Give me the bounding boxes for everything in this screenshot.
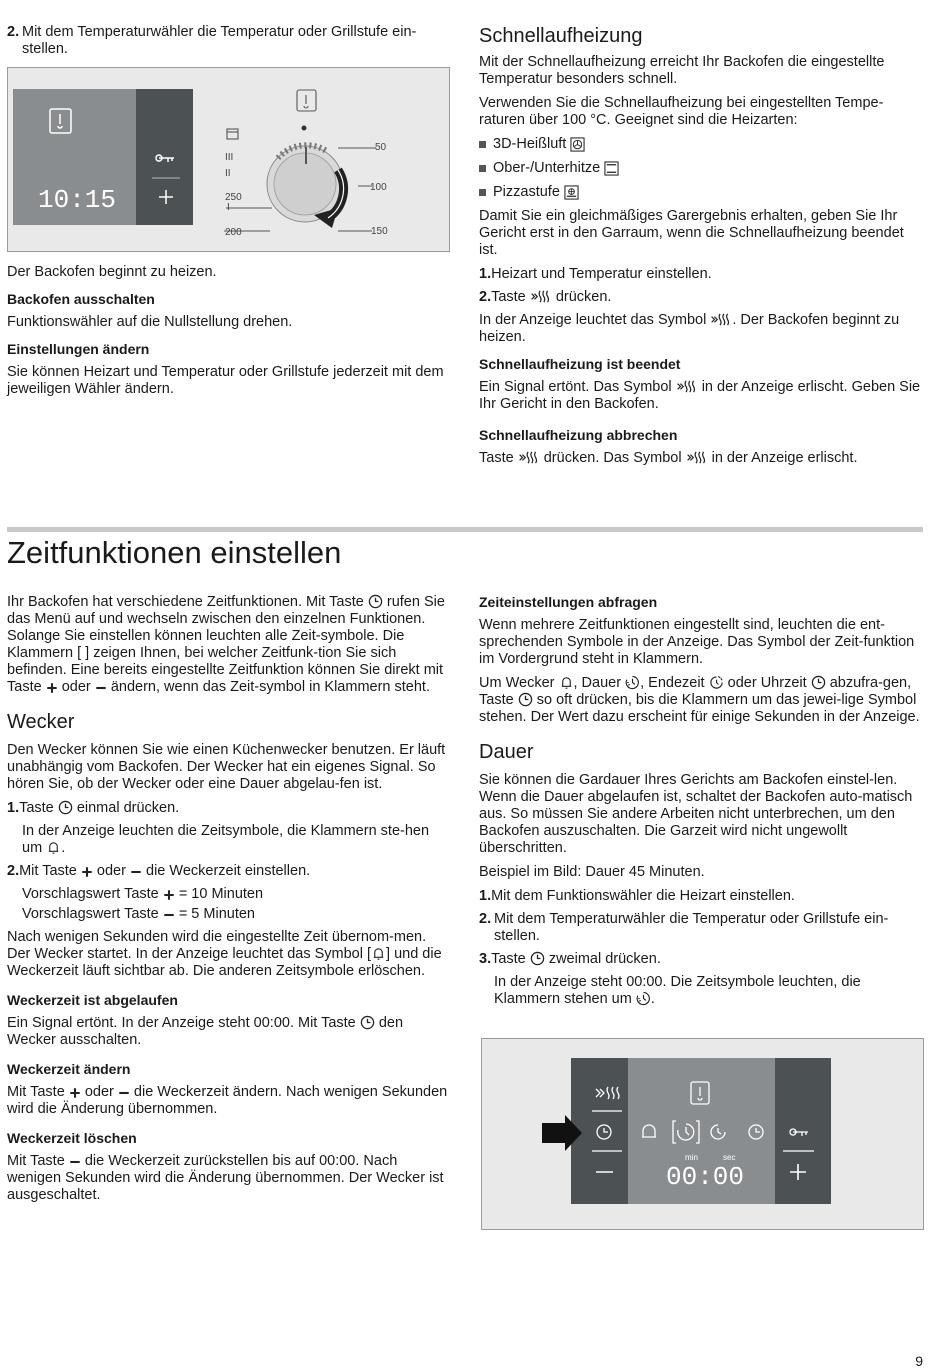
rapid-heat-icon [676, 379, 698, 394]
oven-panel-figure-1 [7, 67, 450, 252]
rapid-heat-icon [530, 289, 552, 304]
3d-hot-air-icon [570, 137, 585, 152]
heading-weckerzeit-abgelaufen: Weckerzeit ist abgelaufen [7, 992, 178, 1008]
dial-label-50: 50 [375, 142, 387, 153]
dial-label-250: 250 [225, 192, 242, 203]
plus-icon [81, 866, 93, 878]
schnell-done-text: Ein Signal ertönt. Das Symbol in der Anzeige erlischt. Geben Sie Ihr Gericht in den Backofen. [479, 379, 921, 412]
clock-icon [58, 800, 73, 815]
wecker-step-1: 1.Taste einmal drücken. [7, 800, 180, 816]
dial-label-150: 150 [371, 226, 388, 237]
bullet-pizzastufe: Pizzastufe [479, 184, 924, 201]
display-time: 00:00 [666, 1162, 745, 1192]
plus-icon [163, 889, 175, 901]
oven-icon [227, 129, 238, 139]
heading-weckerzeit-loeschen: Weckerzeit löschen [7, 1130, 137, 1146]
heading-schnell-beendet: Schnellaufheizung ist beendet [479, 356, 681, 372]
dauer-step-1: 1.Mit dem Funktionswähler die Heizart einstellen. [479, 888, 795, 904]
right-bottom-column [479, 594, 924, 1014]
heats-up-text: Der Backofen beginnt zu heizen. [7, 264, 217, 280]
zeit-intro: Ihr Backofen hat verschiedene Zeitfunktionen. Mit Taste rufen Sie das Menü auf und wechseln zwischen den einzelnen Funktionen. Solange Sie einstellen können leuchten alle Zeit-symbole. Die Klammern [ ] zeigen Ihnen, bei welcher Zeitfunk-tion Sie sich befinden. Eine bereits eingestellte Zeitfunktion können Sie direkt mit Taste oder ändern, wenn das Zeit-symbol in Klammern steht. [7, 594, 445, 695]
schnell-p3: Damit Sie ein gleichmäßiges Garergebnis erhalten, geben Sie Ihr Gericht erst in den Garraum, wenn die Schnellaufheizung beendet ist. [479, 208, 904, 258]
plus-icon [46, 682, 58, 694]
end-time-icon [709, 675, 724, 690]
dauer-step-3: 3.Taste zweimal drücken. [479, 951, 661, 967]
display-time: 10:15 [38, 185, 117, 215]
chg-text: Mit Taste oder die Weckerzeit ändern. Nach wenigen Sekunden wird die Änderung übernommen. [7, 1084, 448, 1117]
top-bottom-heat-icon [604, 161, 619, 176]
dauer-example: Beispiel im Bild: Dauer 45 Minuten. [479, 864, 705, 880]
heading-zeiteinstellungen-abfragen: Zeiteinstellungen abfragen [479, 594, 658, 610]
pizza-setting-icon [564, 185, 579, 200]
schnell-cancel-text: Taste drücken. Das Symbol in der Anzeige erlischt. [479, 450, 858, 466]
oven-panel-figure-2 [481, 1038, 924, 1230]
schnellaufheizung-title: Schnellaufheizung [479, 25, 643, 47]
step-number: 2. [7, 24, 20, 40]
dauer-step-2: 2. Mit dem Temperaturwähler die Temperatur oder Grillstufe ein-stellen. [479, 911, 889, 944]
query-p1: Wenn mehrere Zeitfunktionen eingestellt sind, leuchten die ent-sprechenden Symbole in der Anzeige. Das Symbol der Zeit-funktion im Vordergrund steht in Klammern. [479, 617, 915, 667]
minus-icon [118, 1087, 130, 1099]
dauer-title: Dauer [479, 741, 534, 763]
bell-icon [559, 675, 574, 690]
del-text: Mit Taste die Weckerzeit zurückstellen bis auf 00:00. Nach wenigen Sekunden wird die Änderung übernommen. Der Wecker ist ausgeschaltet. [7, 1153, 444, 1203]
wecker-title: Wecker [7, 711, 75, 733]
minus-icon [130, 866, 142, 878]
section-divider [7, 527, 923, 532]
wecker-step-2: 2.Mit Taste oder die Weckerzeit einstellen. [7, 863, 311, 879]
off-text: Funktionswähler auf die Nullstellung drehen. [7, 314, 293, 330]
vorschlag-plus: Vorschlagswert Taste = 10 Minuten [22, 886, 264, 902]
left-top-text [7, 264, 452, 405]
query-p2: Um Wecker , Dauer , Endezeit oder Uhrzeit abzufra-gen, Taste so oft drücken, bis die Klammern um das jewei-lige Symbol stehen. Der Wert dazu erscheint für einige Sekunden in der Anzeige. [479, 675, 920, 725]
minus-icon [163, 909, 175, 921]
dial-label-III: III [225, 152, 234, 163]
plus-icon [69, 1087, 81, 1099]
dauer-step-3-detail: In der Anzeige steht 00:00. Die Zeitsymbole leuchten, die Klammern stehen um . [494, 974, 861, 1007]
step-text: Mit dem Temperaturwähler die Temperatur oder Grillstufe ein-stellen. [22, 24, 417, 57]
dial-label-200: 200 [225, 227, 242, 238]
duration-icon [625, 675, 640, 690]
rapid-heat-icon [686, 450, 708, 465]
rapid-heat-icon [710, 312, 732, 327]
duration-icon [636, 991, 651, 1006]
schnell-p4: In der Anzeige leuchtet das Symbol . Der Backofen beginnt zu heizen. [479, 312, 900, 345]
bullet-3d-heissluft: 3D-Heißluft [479, 136, 924, 153]
sec-label: sec [723, 1153, 736, 1162]
heading-backofen-ausschalten: Backofen ausschalten [7, 291, 155, 307]
heading-weckerzeit-aendern: Weckerzeit ändern [7, 1061, 131, 1077]
wecker-text: Den Wecker können Sie wie einen Küchenwecker benutzen. Er läuft unabhängig vom Backofen. Der Wecker hat ein eigenes Signal. So hören Sie, ob der Wecker oder eine Dauer abgelau-fen ist. [7, 742, 446, 792]
left-bottom-column [7, 594, 452, 1211]
clock-icon [811, 675, 826, 690]
minus-icon [95, 682, 107, 694]
clock-icon [518, 692, 533, 707]
step-2 [7, 24, 452, 58]
dial-label-II: II [225, 168, 231, 179]
bell-icon [371, 946, 386, 961]
clock-icon [530, 951, 545, 966]
clock-icon [360, 1015, 375, 1030]
clock-icon [368, 594, 383, 609]
minus-icon [69, 1156, 81, 1168]
schnell-p2: Verwenden Sie die Schnellaufheizung bei eingestellten Tempe-raturen über 100 °C. Geeignet sind die Heizarten: [479, 95, 884, 128]
wecker-step-1-detail: In der Anzeige leuchten die Zeitsymbole, die Klammern ste-hen um . [22, 823, 430, 856]
heading-schnell-abbrechen: Schnellaufheizung abbrechen [479, 427, 678, 443]
schnell-step-2: 2.Taste drücken. [479, 289, 612, 305]
bullet-ober-unterhitze: Ober-/Unterhitze [479, 160, 924, 177]
dial-label-I: I [227, 202, 230, 213]
exp-text: Ein Signal ertönt. In der Anzeige steht 00:00. Mit Taste den Wecker ausschalten. [7, 1015, 404, 1048]
min-label: min [685, 1153, 698, 1162]
heading-einstellungen-aendern: Einstellungen ändern [7, 341, 150, 357]
vorschlag-minus: Vorschlagswert Taste = 5 Minuten [22, 906, 255, 922]
left-top-column [7, 24, 452, 64]
page-number: 9 [915, 1353, 923, 1369]
schnell-p1: Mit der Schnellaufheizung erreicht Ihr Backofen die eingestellte Temperatur besonders schnell. [479, 54, 885, 87]
rapid-heat-icon [518, 450, 540, 465]
schnell-step-1: 1.Heizart und Temperatur einstellen. [479, 266, 712, 282]
dial-label-100: 100 [370, 182, 387, 193]
dauer-text: Sie können die Gardauer Ihres Gerichts am Backofen einstel-len. Wenn die Dauer abgelaufen ist, schaltet der Backofen auto-matisch aus. So müssen Sie andere Arbeiten nicht unterbrechen, um den Backofen auszuschalten. Die Garzeit wird nicht ungewollt überschritten. [479, 772, 913, 856]
bell-icon [46, 840, 61, 855]
section-title: Zeitfunktionen einstellen [7, 535, 342, 570]
wecker-after: Nach wenigen Sekunden wird die eingestellte Zeit übernom-men. Der Wecker startet. In der Anzeige leuchtet das Symbol [ ] und die Weckerzeit läuft sichtbar ab. Die anderen Zeitsymbole erlöschen. [7, 929, 442, 979]
right-top-column [479, 24, 924, 474]
change-text: Sie können Heizart und Temperatur oder Grillstufe jederzeit mit dem jeweiligen Wähler ändern. [7, 364, 444, 397]
